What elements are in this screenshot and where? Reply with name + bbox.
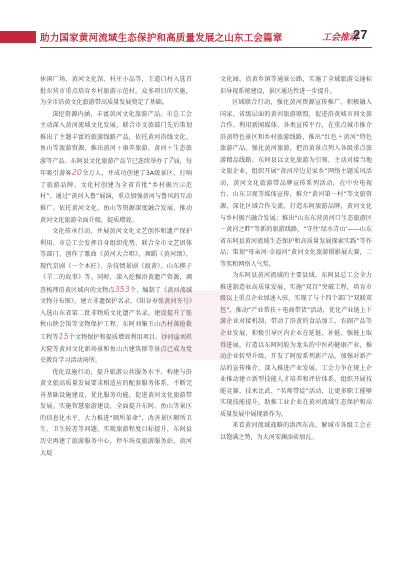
highlight-number: 20	[71, 168, 82, 178]
highlight-number: 7	[168, 155, 174, 165]
highlight-number: 353	[114, 284, 130, 294]
paragraph: 来看黄河流域战略的洪西东高，解城市各级工会正以饱满之势，为大河安澜添砖加瓦。	[220, 422, 372, 441]
paragraph: 为东阿县黄河流域的主要县域，东阿县总工会全力推进制造业高质量发展，实施“双百”突破工程，培育市级以上重点企业加速入驻，实现了与十四个部门“双联双包”，推动“产业帮扶＋电商带货”活动，优化产业链上下游企业对接机制，带动了沿黄的食品加工、农副产品等企业发展，积极引导区内企业在延链、补链、强链上取得进展，打造以东阿阿胶为龙头的中医药健康产业，推动企业转型升级，开发了阿胶系列新产品，加强对新产品的宣传推介，深入推进产业发展。工会力争在规上企业推动建立新型技能人才培养和评价体系，组织开展技能竞赛、技术比武、“名师带徒”活动，让更多职工能够实现技能提升，助推工业企业在黄河流域生态保护和高质量发展中展现新作为。	[220, 272, 372, 418]
paragraph-text: 深挖资源内涵，丰富黄河文化旅游产品。市总工会主动深入黄河流域文化发展，联合市文旅部门先后策划推出了主题丰富的旅游线路产品，依托黄河沿线文化、鱼山等旅游资源，推出黄河＋康养旅游、黄河＋生态旅游等产品。东阿县文化旅游产品节已连续举办了	[40, 110, 192, 165]
paragraph: 休闲广场、黄河文化馆、村庄小品等，王道口村入选首批东营市重点培育乡村旅游示范村。众多项目的实施，为全市沿黄文化旅游带高质量发展奠定了基础。	[40, 76, 192, 107]
paragraph	[40, 226, 192, 367]
paragraph-text: 个，编制了《黄河流域文物分布图》，建立非遗保护名录，《阳谷寿张黄河夯号》入选山东省第二批非物质文化遗产名录。建设提升了张秋山陕会馆等文物保护工程，东阿刘集玉山古村落抢救工程等	[40, 286, 193, 342]
paragraph: 文化园、沿黄乡镇等通景公路，实施了全域旅游交通标识导视系统建设，景区通达性进一步提升。	[220, 76, 372, 95]
paragraph: 区域联合行动，强化黄河资源宣传推广。积极融入国家、省级层面的黄河旅游联盟，促进沿黄城市间文旅合作。利用新闻媒体、各类宣传平台，在重点城市推介沿黄特色景区和乡村旅游线路，推出“红色＋黄河”特色旅游产品。强化黄河旅游，把沿黄景点列入各级重点旅游精品线路。东阿县以文化旅游为引领，主动对接当地文旅企业，组织开展“黄河岸边是家乡”网络主题采风活动，黄河文化旅游带品牌宣传系列活动，在中央电视台、山东卫视等媒体宣传，推介“黄河第一村”等文旅资源，深化区域合作交流，打造东阿旅游品牌，黄河文化与乡村振兴融合发展；推出“山东东营黄河口生态旅游区－黄河之畔”等新的旅游线路，“守住‘绿水青山’——山东省东阿县黄河流域生态保护和高质量发展探索实践”等作品；策划“母亲河·幸福河”黄河文化旅游摄影展大赛，二等奖和网络人气奖。	[220, 99, 372, 268]
header-section-label: 工会推动	[322, 33, 359, 43]
header-accent-bar	[0, 31, 36, 43]
header-divider	[40, 47, 372, 48]
page-number: 27	[353, 27, 368, 42]
paragraph-text: 届，每年吸引游客	[40, 157, 193, 178]
paragraph-text: 文化传承行动，并展黄河文化文艺创作和遗产保护利用。市总工会发挥自身组织优势，联合全市文艺团体等部门，创作了歌曲《黄河大合唱》、舞蹈《黄河颂》、现代京剧《一个木匠》、杂技情景剧《渡黄》、山东梆子《羊二的故事》等。同时，深入挖掘沿黄遗产资源，调查梳理沿黄区域内的文物点	[40, 228, 192, 294]
header-title: 助力国家黄河流域生态保护和高质量发展之山东工会篇章	[40, 33, 283, 44]
paragraph-text: 余万人，并成功创建了3A级景区，打响了旅游品牌。文化村创建为全省首批“乡村振兴示范村”。通过“黄河入鲁”展演，重点加强黄河与鲁风的互动推广。依托黄河文化、鱼山等资源深度融合发展，推动黄河文化旅游全面升级，提质增效。	[40, 170, 193, 224]
paragraph-text: 个文物保护和提质增效利用项目。沙河崖刘玖大院等黄河文化新场景和鱼山古建筑群等景点已成为党史教育学习活动场所。	[40, 334, 193, 365]
right-text-column	[220, 74, 372, 444]
paragraph	[40, 109, 192, 226]
page-header	[0, 28, 400, 52]
paragraph: 优化设施行动，提升旅游公共服务水平。构建与沿黄文旅高质量发展要求相适应的配套服务体系，不断完善基础设施建设，优化服务功能，促进黄河文化旅游带发展。实施智慧旅游建设，全面提升东阿、鱼山等景区的信息化水平，大力推进“厕所革命”，改善景区厕所卫生、卫生较差等问题，实现旅游程度目标提升，东阿县历史再建了旅游服务中心，停车场及旅游服务站，黄河大堤	[40, 368, 192, 457]
highlight-number: 15	[58, 332, 69, 342]
left-text-column	[40, 74, 192, 459]
